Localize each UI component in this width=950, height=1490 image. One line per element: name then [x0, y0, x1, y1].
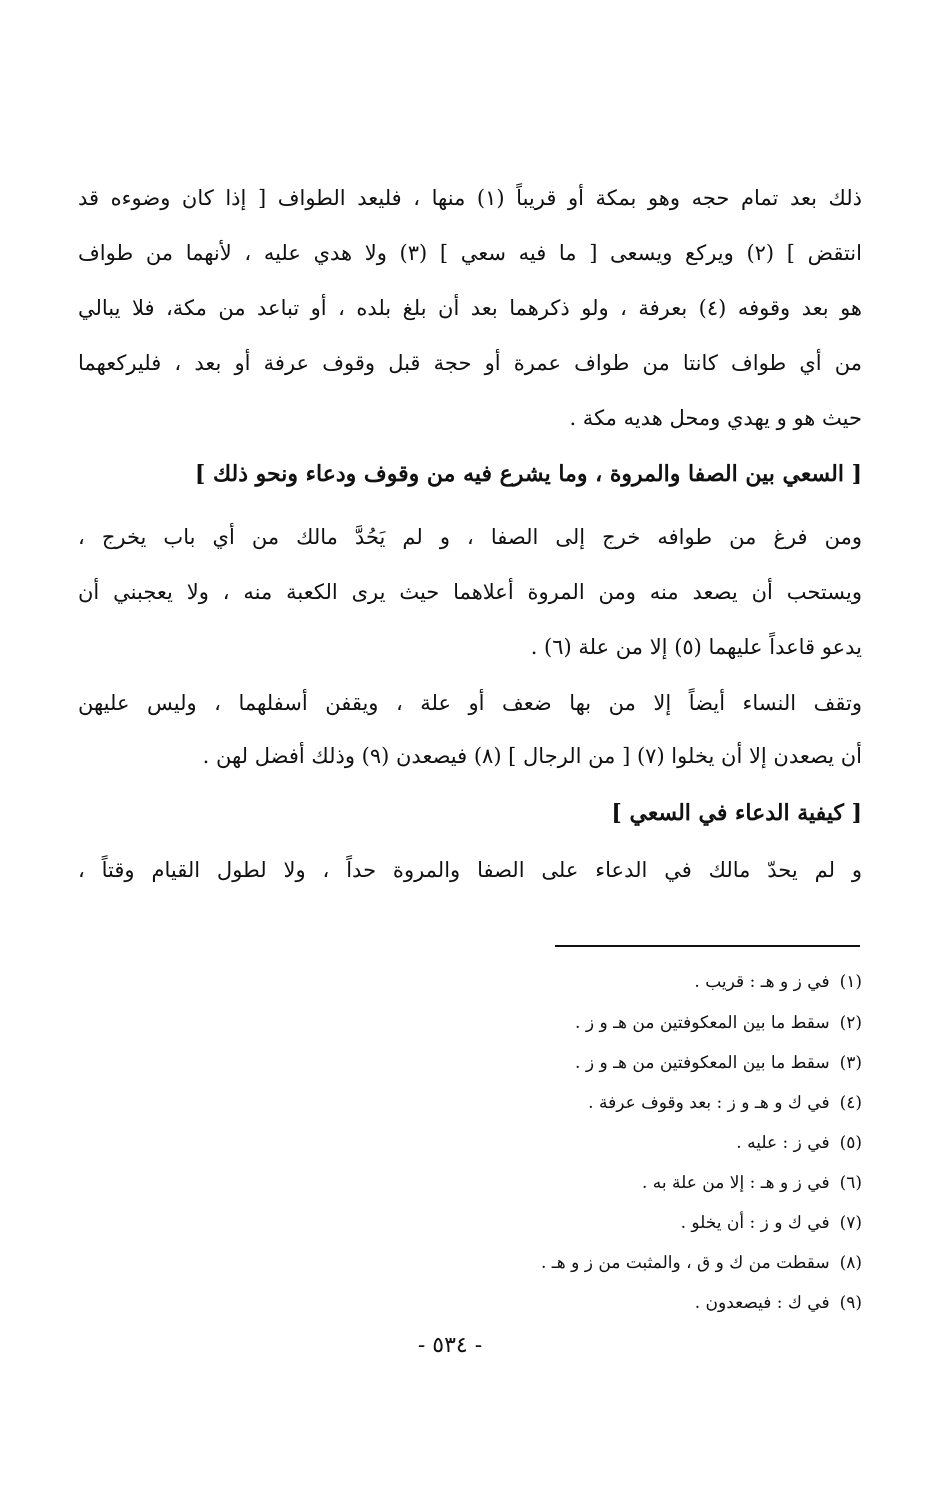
body-line: انتقض ] (٢) ويركع ويسعى [ ما فيه سعي ] (٣) ولا هدي عليه ، لأنهما من طواف [78, 241, 862, 265]
footnote-separator [555, 945, 860, 947]
body-line: ذلك بعد تمام حجه وهو بمكة أو قريباً (١) منها ، فليعد الطواف [ إذا كان وضوءه قد [78, 186, 862, 210]
footnote-text: في ك و ز : أن يخلو . [680, 1213, 830, 1233]
footnote [575, 1051, 862, 1075]
footnote-text: سقط ما بين المعكوفتين من هـ و ز . [575, 1013, 830, 1033]
footnote [695, 1291, 862, 1315]
footnote [642, 1171, 862, 1195]
footnote [541, 1251, 862, 1275]
footnote-number: (٢) [839, 1013, 862, 1033]
footnote-number: (٣) [839, 1053, 862, 1073]
page-number: - ٥٣٤ - [417, 1333, 483, 1358]
footnote-text: في ك و هـ و ز : بعد وقوف عرفة . [588, 1093, 830, 1113]
body-line: يدعو قاعداً عليهما (٥) إلا من علة (٦) . [530, 635, 862, 659]
footnote [575, 1011, 862, 1035]
footnote-number: (٤) [839, 1093, 862, 1113]
footnote-text: سقط ما بين المعكوفتين من هـ و ز . [575, 1053, 830, 1073]
footnote-text: في ك : فيصعدون . [694, 1293, 830, 1313]
body-line: هو بعد وقوفه (٤) بعرفة ، ولو ذكرهما بعد أن بلغ بلده ، أو تباعد من مكة، فلا يبالي [78, 296, 862, 320]
footnote-number: (٥) [839, 1133, 862, 1153]
footnote [736, 1131, 862, 1155]
section-heading: [ كيفية الدعاء في السعي ] [611, 800, 862, 826]
footnote-number: (٧) [839, 1213, 862, 1233]
body-line: من أي طواف كانتا من طواف عمرة أو حجة قبل وقوف عرفة أو بعد ، فليركعهما [78, 351, 862, 375]
body-line: وتقف النساء أيضاً إلا من بها ضعف أو علة ، ويقفن أسفلهما ، وليس عليهن [78, 691, 862, 715]
footnote-number: (٦) [839, 1173, 862, 1193]
body-line: حيث هو و يهدي ومحل هديه مكة . [569, 406, 862, 430]
body-line: ومن فرغ من طوافه خرج إلى الصفا ، و لم يَحُدَّ مالك من أي باب يخرج ، [78, 525, 862, 549]
footnote-text: في ز و هـ : قريب . [694, 972, 830, 992]
footnote-text: في ز : عليه . [736, 1133, 830, 1153]
footnote [588, 1091, 862, 1115]
body-line: أن يصعدن إلا أن يخلوا (٧) [ من الرجال ] (٨) فيصعدن (٩) وذلك أفضل لهن . [202, 744, 862, 768]
footnote [694, 970, 862, 994]
footnote-text: سقطت من ك و ق ، والمثبت من ز و هـ . [541, 1253, 830, 1273]
footnote-text: في ز و هـ : إلا من علة به . [641, 1173, 830, 1193]
body-line: و لم يحدّ مالك في الدعاء على الصفا والمروة حداً ، ولا لطول القيام وقتاً ، [78, 858, 862, 882]
footnote-number: (٨) [839, 1253, 862, 1273]
footnote-number: (٩) [839, 1293, 862, 1313]
body-line: ويستحب أن يصعد منه ومن المروة أعلاهما حيث يرى الكعبة منه ، ولا يعجبني أن [78, 580, 862, 604]
section-heading: [ السعي بين الصفا والمروة ، وما يشرع فيه من وقوف ودعاء ونحو ذلك ] [194, 461, 862, 487]
footnote [681, 1211, 862, 1235]
footnote-number: (١) [839, 972, 862, 992]
